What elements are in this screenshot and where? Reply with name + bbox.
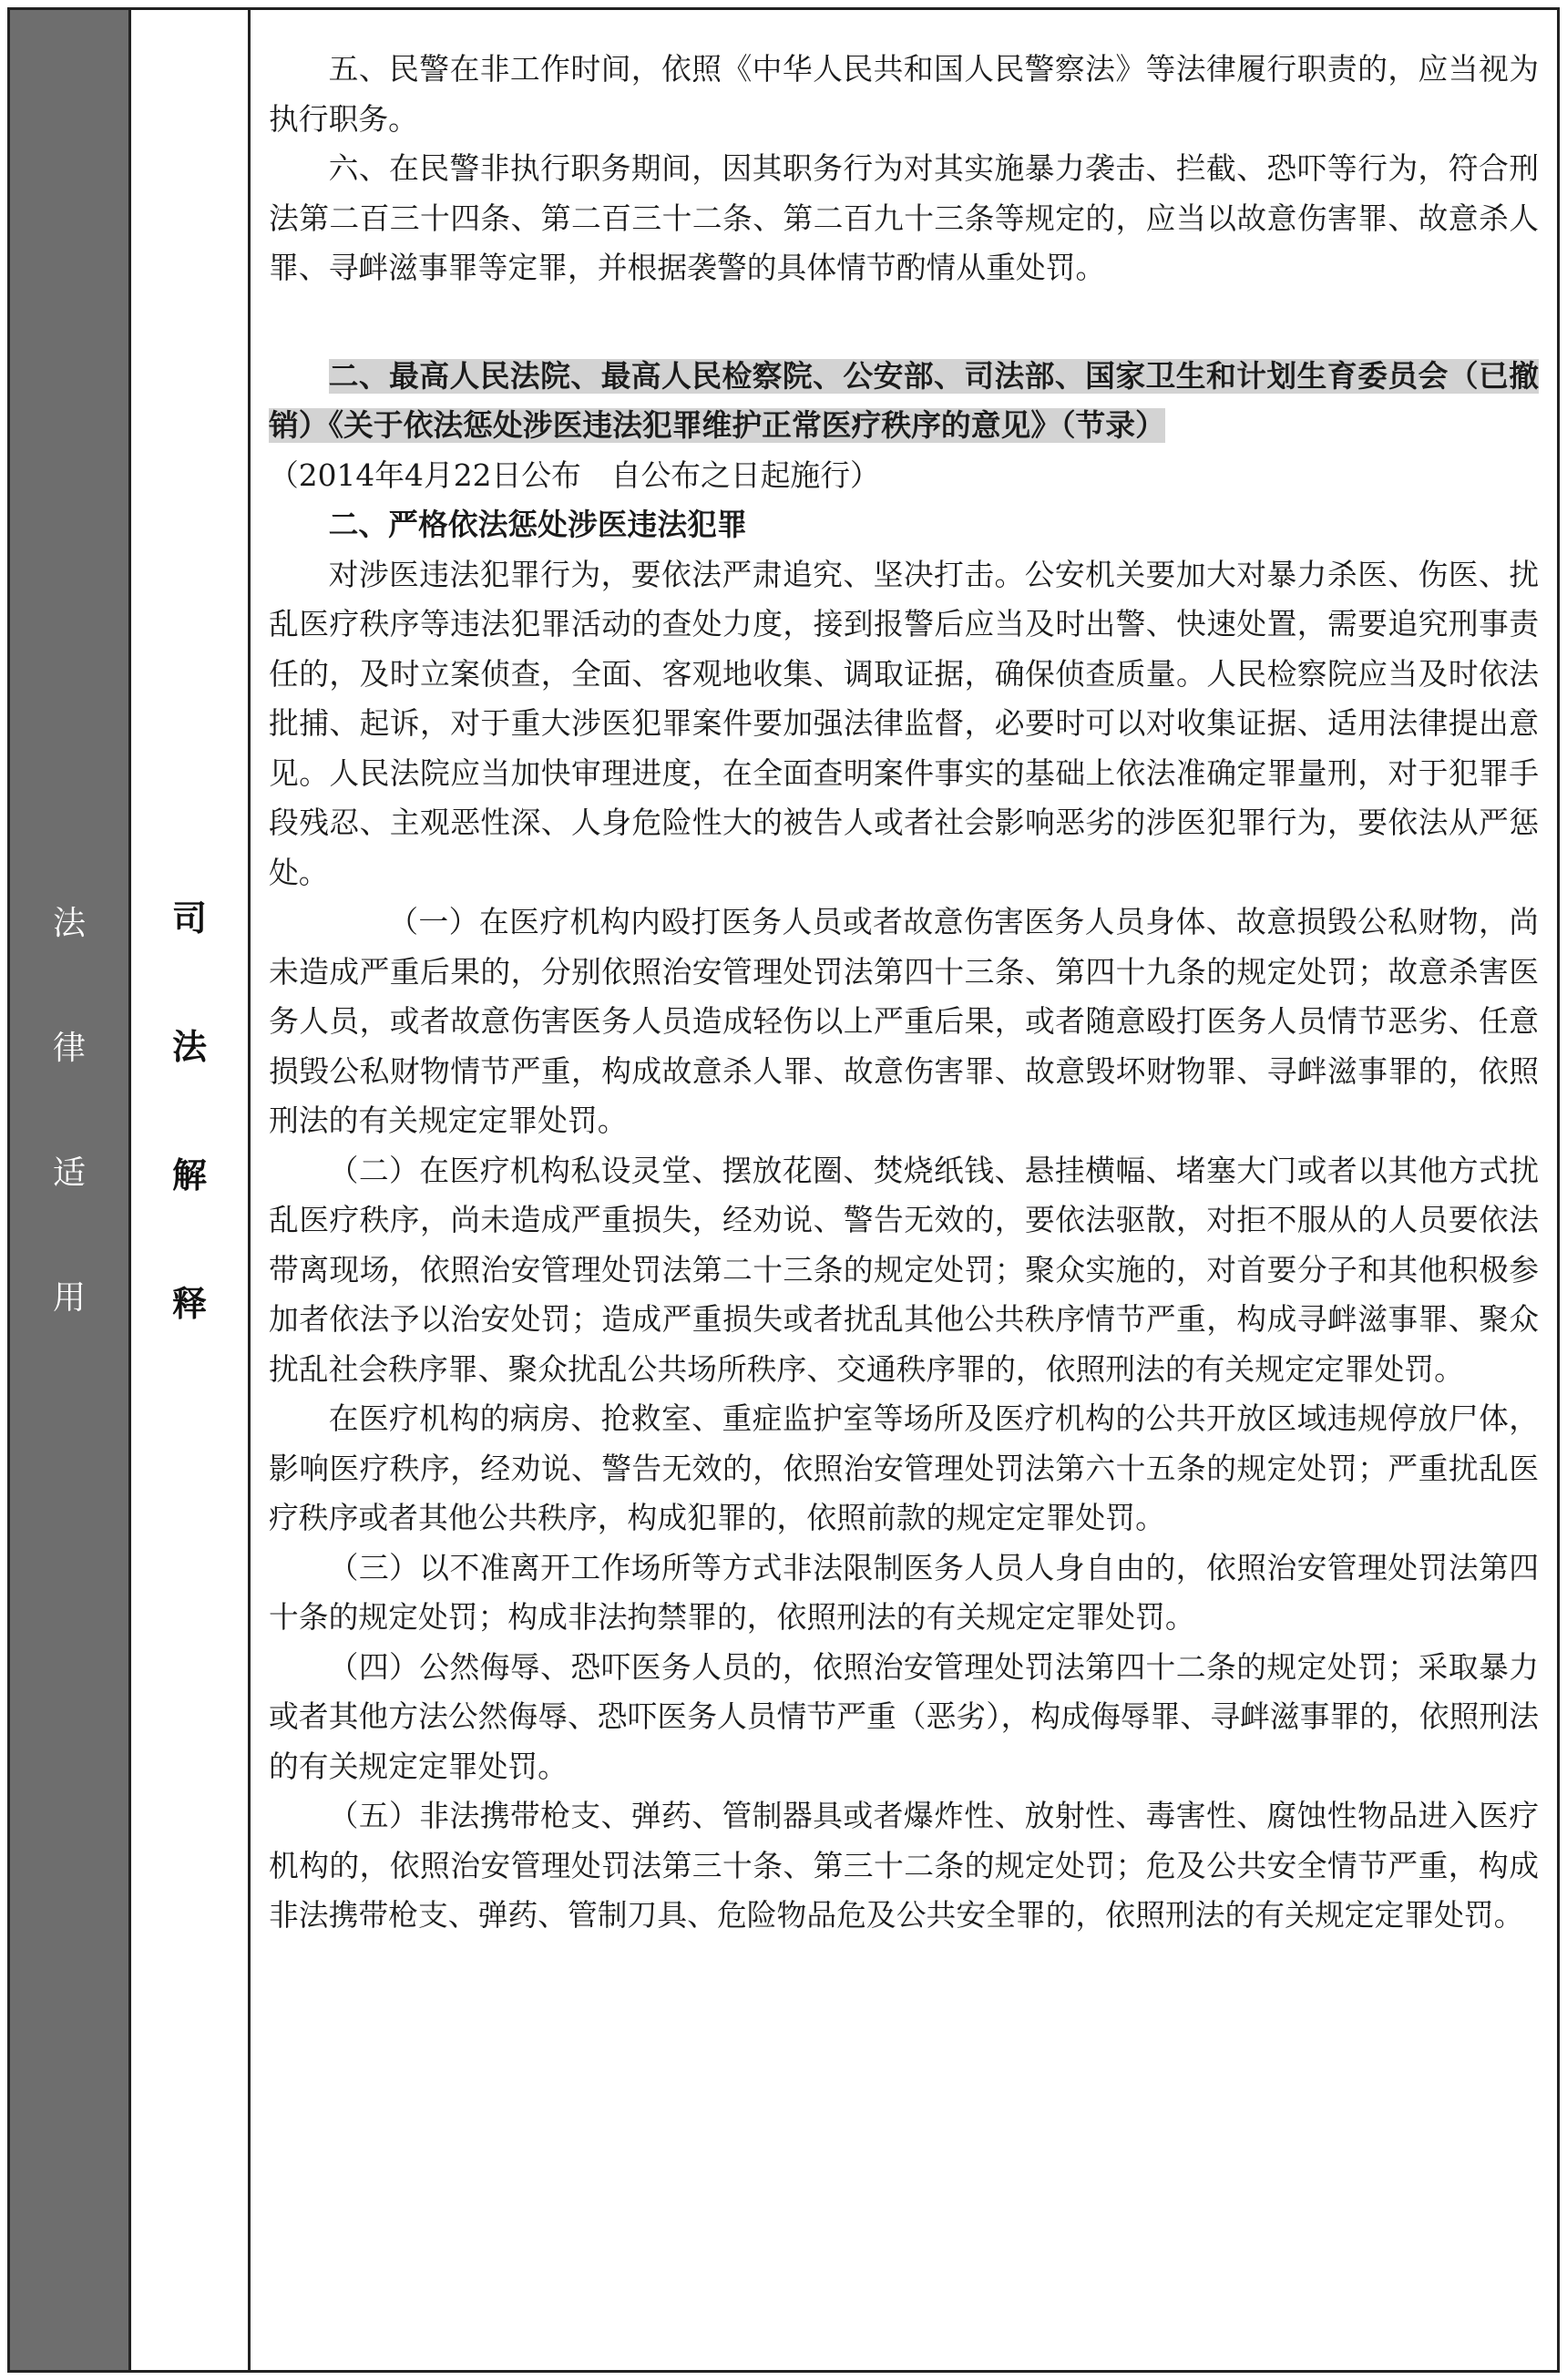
paragraph: 对涉医违法犯罪行为，要依法严肃追究、坚决打击。公安机关要加大对暴力杀医、伤医、扰乱医疗秩序等违法犯罪活动的查处力度，接到报警后应当及时出警、快速处置，需要追究刑事责任的，及时立案侦查，全面、客观地收集、调取证据，确保侦查质量。人民检察院应当及时依法批捕、起诉，对于重大涉医犯罪案件要加强法律监督，必要时可以对收集证据、适用法律提出意见。人民法院应当加快审理进度，在全面查明案件事实的基础上依法准确定罪量刑，对于犯罪手段残忍、主观恶性深、人身危险性大的被告人或者社会影响恶劣的涉医犯罪行为，要依法从严惩处。 [269,557,1539,890]
paragraph: 五、民警在非工作时间，依照《中华人民共和国人民警察法》等法律履行职责的，应当视为执行职务。 [269,52,1539,137]
page-frame [7,7,1560,2373]
category-char: 法 [52,905,86,942]
paragraph: （二）在医疗机构私设灵堂、摆放花圈、焚烧纸钱、悬挂横幅、堵塞大门或者以其他方式扰乱医疗秩序，尚未造成严重损失，经劝说、警告无效的，要依法驱散，对拒不服从的人员要依法带离现场，依照治安管理处罚法第二十三条的规定处罚；聚众实施的，对首要分子和其他积极参加者依法予以治安处罚；造成严重损失或者扰乱其他公共秩序情节严重，构成寻衅滋事罪、聚众扰乱社会秩序罪、聚众扰乱公共场所秩序、交通秩序罪的，依照刑法的有关规定定罪处罚。 [269,1153,1539,1387]
paragraph: 在医疗机构的病房、抢救室、重症监护室等场所及医疗机构的公共开放区域违规停放尸体，影响医疗秩序，经劝说、警告无效的，依照治安管理处罚法第六十五条的规定处罚；严重扰乱医疗秩序或者其他公共秩序，构成犯罪的，依照前款的规定定罪处罚。 [269,1401,1539,1535]
category-char: 适 [52,1154,86,1192]
type-char: 法 [171,1027,207,1067]
paragraph: （五）非法携带枪支、弹药、管制器具或者爆炸性、放射性、毒害性、腐蚀性物品进入医疗机构的，依照治安管理处罚法第三十条、第三十二条的规定处罚；危及公共安全情节严重，构成非法携带枪支、弹药、管制刀具、危险物品危及公共安全罪的，依照刑法的有关规定定罪处罚。 [269,1799,1539,1933]
type-char: 解 [171,1155,207,1195]
subheading: 二、严格依法惩处涉医违法犯罪 [328,508,747,542]
type-char: 司 [171,898,207,939]
paragraph: 六、在民警非执行职务期间，因其职务行为对其实施暴力袭击、拦截、恐吓等行为，符合刑法第二百三十四条、第二百三十二条、第二百九十三条等规定的，应当以故意伤害罪、故意杀人罪、寻衅滋事罪等定罪，并根据袭警的具体情节酌情从重处罚。 [269,151,1539,285]
type-char: 释 [171,1284,207,1324]
category-char: 用 [52,1279,86,1317]
category-label [53,898,86,1318]
type-column [131,10,251,2370]
paragraph: （一）在医疗机构内殴打医务人员或者故意伤害医务人员身体、故意损毁公私财物，尚未造成严重后果的，分别依照治安管理处罚法第四十三条、第四十九条的规定处罚；故意杀害医务人员，或者故意伤害医务人员造成轻伤以上严重后果，或者随意殴打医务人员情节恶劣、任意损毁公私财物情节严重，构成故意杀人罪、故意伤害罪、故意毁坏财物罪、寻衅滋事罪的，依照刑法的有关规定定罪处罚。 [269,905,1539,1138]
publish-note: （2014年4月22日公布 自公布之日起施行） [269,457,880,493]
paragraph: （三）以不准离开工作场所等方式非法限制医务人员人身自由的，依照治安管理处罚法第四十条的规定处罚；构成非法拘禁罪的，依照刑法的有关规定定罪处罚。 [269,1550,1539,1635]
spacer [269,293,1539,352]
section-title-text: 二、最高人民法院、最高人民检察院、公安部、司法部、国家卫生和计划生育委员会（已撤销）《关于依法惩处涉医违法犯罪维护正常医疗秩序的意见》（节录） [269,358,1539,443]
paragraph: （四）公然侮辱、恐吓医务人员的，依照治安管理处罚法第四十二条的规定处罚；采取暴力或者其他方法公然侮辱、恐吓医务人员情节严重（恶劣），构成侮辱罪、寻衅滋事罪的，依照刑法的有关规定定罪处罚。 [269,1649,1539,1784]
section-title [269,352,1539,451]
content-column [251,10,1557,2370]
category-column [10,10,131,2370]
category-char: 律 [52,1030,86,1067]
type-label [172,890,207,1326]
